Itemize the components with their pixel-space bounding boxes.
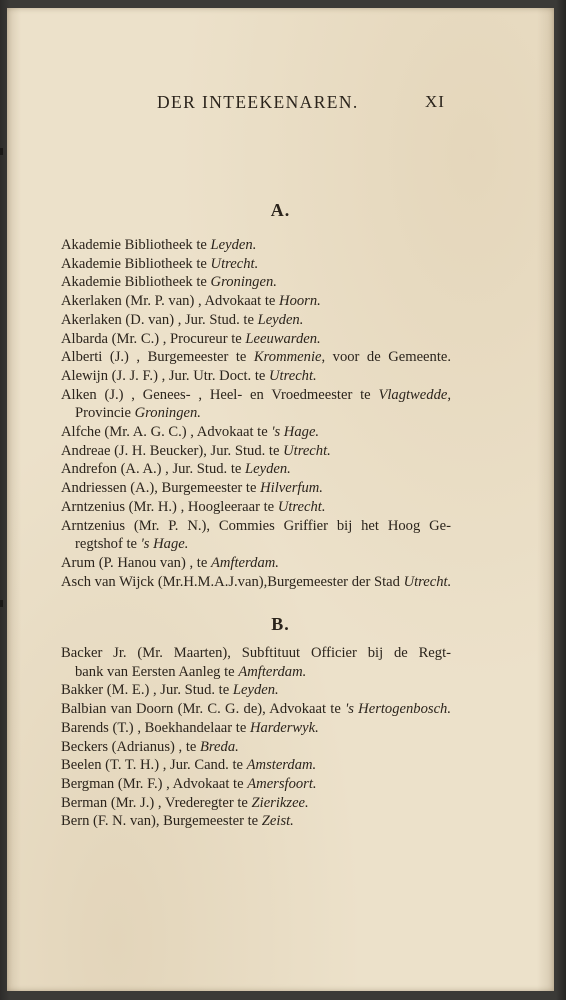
subscriber-list-a — [61, 236, 451, 591]
section-heading-a: A. — [270, 200, 291, 220]
list-entry — [61, 756, 451, 775]
list-entry — [61, 719, 451, 738]
entry-place: Vlagtwedde, — [378, 386, 451, 403]
entry-place: Groningen. — [210, 274, 277, 291]
entry-text: Arntzenius (Mr. P. N.), Commies Griffier bij het Hoog Ge- — [61, 517, 451, 534]
list-entry — [61, 681, 451, 700]
entry-place: Leeuwarden. — [245, 330, 321, 347]
entry-place: Groningen. — [134, 405, 201, 422]
entry-text: Akademie Bibliotheek te — [61, 274, 211, 291]
entry-text: bank van Eersten Aanleg te — [75, 663, 239, 680]
list-entry — [61, 311, 451, 330]
entry-place: Utrecht. — [210, 255, 259, 272]
entry-text: Bern (F. N. van), Burgemeester te — [61, 813, 262, 830]
entry-place: 's Hage. — [140, 536, 189, 553]
list-entry — [61, 663, 451, 682]
entry-text: Akademie Bibliotheek te — [61, 237, 211, 253]
binding-mark — [0, 148, 3, 155]
entry-text: regtshof te — [75, 536, 141, 553]
entry-place: Zeist. — [261, 813, 294, 830]
list-entry — [61, 794, 451, 813]
entry-place: Utrecht. — [277, 498, 326, 515]
list-entry — [61, 348, 451, 367]
entry-text: Andrefon (A. A.) , Jur. Stud. te — [61, 461, 246, 478]
running-title: DER INTEEKENAREN. — [157, 92, 359, 112]
entry-text: Beckers (Adrianus) , te — [61, 738, 200, 755]
subscriber-list-b — [61, 644, 451, 831]
list-entry — [61, 386, 451, 405]
entry-text: Arntzenius (Mr. H.) , Hoogleeraar te — [61, 498, 278, 515]
entry-place: Amfterdam. — [238, 663, 307, 680]
list-entry — [61, 498, 451, 517]
entry-text: Akerlaken (D. van) , Jur. Stud. te — [61, 311, 258, 328]
book-page — [7, 8, 554, 991]
entry-text-after: , voor de Gemeente. — [321, 349, 451, 366]
entry-text: Albarda (Mr. C.) , Procureur te — [61, 330, 246, 347]
list-entry — [61, 423, 451, 442]
list-entry — [61, 517, 451, 536]
list-entry — [61, 644, 451, 663]
list-entry — [61, 442, 451, 461]
entry-text: Arum (P. Hanou van) , te — [61, 554, 211, 571]
entry-place: Leyden. — [232, 682, 279, 699]
entry-text: Asch van Wijck (Mr.H.M.A.J.van),Burgemeester der Stad — [61, 573, 404, 590]
list-entry — [61, 738, 451, 757]
entry-place: Leyden. — [245, 461, 291, 478]
entry-place: Utrecht. — [269, 367, 317, 384]
list-entry — [61, 554, 451, 573]
list-entry — [61, 330, 451, 349]
list-entry — [61, 255, 451, 274]
list-entry — [61, 292, 451, 311]
list-entry — [61, 236, 451, 255]
entry-text: Barends (T.) , Boekhandelaar te — [61, 719, 250, 736]
list-entry — [61, 573, 451, 592]
entry-text: Bergman (Mr. F.) , Advokaat te — [61, 775, 248, 792]
entry-text: Backer Jr. (Mr. Maarten), Subftituut Officier bij de Regt- — [61, 645, 451, 661]
entry-place: Amsterdam. — [246, 757, 317, 774]
entry-text: Andriessen (A.), Burgemeester te — [61, 480, 261, 497]
entry-place: Utrecht. — [283, 442, 331, 459]
page-header — [7, 92, 554, 116]
entry-text: Akerlaken (Mr. P. van) , Advokaat te — [61, 293, 280, 310]
entry-place: Utrecht. — [403, 573, 452, 590]
entry-text: Andreae (J. H. Beucker), Jur. Stud. te — [61, 442, 284, 459]
entry-text: Alberti (J.) , Burgemeester te — [61, 349, 254, 366]
entry-text: Balbian van Doorn (Mr. C. G. de), Advokaat te — [61, 701, 346, 718]
list-entry — [61, 535, 451, 554]
entry-text: Provincie — [75, 405, 135, 422]
entry-place: Leyden. — [210, 237, 257, 253]
entry-text: Beelen (T. T. H.) , Jur. Cand. te — [61, 757, 247, 774]
entry-place: Hoorn. — [279, 293, 321, 310]
list-entry — [61, 367, 451, 386]
entry-place: Krommenie — [253, 349, 322, 366]
entry-place: Harderwyk. — [249, 719, 319, 736]
entry-place: Amersfoort. — [247, 775, 317, 792]
list-entry — [61, 775, 451, 794]
list-entry — [61, 812, 451, 831]
list-entry — [61, 479, 451, 498]
list-entry — [61, 273, 451, 292]
list-entry — [61, 460, 451, 479]
entry-text: Alfche (Mr. A. G. C.) , Advokaat te — [61, 424, 272, 441]
entry-text: Berman (Mr. J.) , Vrederegter te — [61, 794, 252, 811]
entry-place: Hilverfum. — [260, 480, 323, 497]
entry-text: Alewijn (J. J. F.) , Jur. Utr. Doct. te — [61, 367, 269, 384]
entry-text: Bakker (M. E.) , Jur. Stud. te — [61, 682, 233, 699]
list-entry — [61, 700, 451, 719]
entry-place: Leyden. — [257, 311, 304, 328]
binding-mark — [0, 600, 3, 607]
page-number: XI — [425, 92, 445, 111]
entry-place: Breda. — [200, 738, 239, 755]
entry-place: Amfterdam. — [210, 554, 279, 571]
entry-text: Alken (J.) , Genees- , Heel- en Vroedmeester te — [61, 386, 379, 403]
list-entry — [61, 404, 451, 423]
entry-place: 's Hertogenbosch. — [345, 701, 452, 718]
entry-place: 's Hage. — [271, 424, 320, 441]
entry-text: Akademie Bibliotheek te — [61, 255, 211, 272]
section-heading-b: B. — [271, 614, 290, 634]
entry-place: Zierikzee. — [251, 794, 309, 811]
